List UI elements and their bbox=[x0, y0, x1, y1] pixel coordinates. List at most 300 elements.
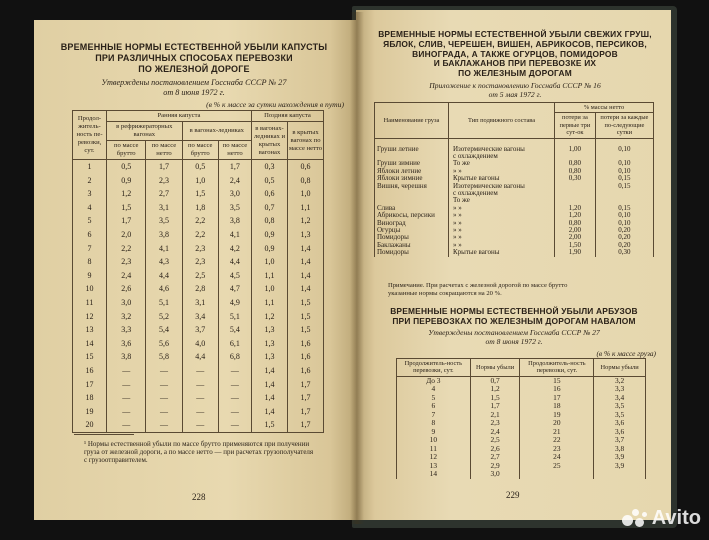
title-line: ПРИ РАЗЛИЧНЫХ СПОСОБАХ ПЕРЕВОЗКИ bbox=[95, 53, 293, 63]
table-cell: 1,5 bbox=[470, 394, 520, 403]
cabbage-table bbox=[72, 110, 324, 433]
table-cell: 6 bbox=[73, 228, 107, 242]
table-cell: 3,1 bbox=[146, 201, 182, 215]
title-line: И БАКЛАЖАНОВ ПРИ ПЕРЕВОЗКЕ ИХ bbox=[433, 58, 597, 69]
table-cell: 19 bbox=[520, 411, 594, 420]
table-row bbox=[375, 220, 654, 227]
table-cell: — bbox=[146, 364, 182, 378]
right-page-title bbox=[370, 30, 660, 79]
table-cell: 1,7 bbox=[218, 160, 251, 174]
table-cell: 1,6 bbox=[288, 337, 324, 351]
table-cell: — bbox=[107, 391, 146, 405]
table-cell: 0,15 bbox=[595, 175, 653, 182]
avito-watermark bbox=[622, 507, 701, 530]
table-cell: 2,8 bbox=[182, 282, 218, 296]
table-cell: 0,10 bbox=[595, 146, 653, 153]
table-cell: Изотермические вагоны bbox=[449, 183, 555, 190]
table-cell: » » bbox=[449, 212, 555, 219]
table-cell: 0,3 bbox=[252, 160, 288, 174]
table-cell: 10 bbox=[397, 436, 471, 445]
title-line: ВРЕМЕННЫЕ НОРМЫ ЕСТЕСТВЕННОЙ УБЫЛИ АРБУЗОВ bbox=[390, 306, 638, 316]
table-cell: То же bbox=[449, 197, 555, 204]
col-duration: Продол-житель-ность пе-ревозки, сут. bbox=[73, 111, 107, 160]
table-cell: 1,7 bbox=[107, 214, 146, 228]
table-cell: » » bbox=[449, 220, 555, 227]
table-row bbox=[375, 212, 654, 219]
table-cell: 0,5 bbox=[107, 160, 146, 174]
table-cell: 1,0 bbox=[252, 282, 288, 296]
table-cell: 1,4 bbox=[252, 391, 288, 405]
table-cell: 0,8 bbox=[288, 174, 324, 188]
table-cell: Крытые вагоны bbox=[449, 175, 555, 182]
table-cell: 3,2 bbox=[594, 376, 646, 385]
table-cell: Груши зимние bbox=[375, 160, 449, 167]
table-row bbox=[73, 269, 324, 283]
footnote-line: ¹ Нормы естественной убыли по массе брутто применяются при получении bbox=[84, 440, 310, 448]
table-cell: — bbox=[146, 418, 182, 432]
table-cell: 3,1 bbox=[182, 296, 218, 310]
table-cell: 4 bbox=[397, 385, 471, 394]
table-cell: — bbox=[182, 405, 218, 419]
table-cell: 1,3 bbox=[252, 337, 288, 351]
table-cell: 1,3 bbox=[252, 350, 288, 364]
table-row bbox=[73, 174, 324, 188]
table-cell: 1,4 bbox=[288, 242, 324, 256]
table-cell: 3,5 bbox=[146, 214, 182, 228]
table-cell: 1,00 bbox=[555, 146, 596, 153]
table-cell: 18 bbox=[520, 402, 594, 411]
table-cell: 0,80 bbox=[555, 220, 596, 227]
table-cell: 1,7 bbox=[288, 418, 324, 432]
table-cell: 2,3 bbox=[107, 255, 146, 269]
table-cell: — bbox=[182, 391, 218, 405]
table-cell: 1,6 bbox=[288, 364, 324, 378]
table-cell: 0,20 bbox=[595, 242, 653, 249]
footnote-rule bbox=[74, 434, 134, 435]
approval-line: от 5 мая 1972 г. bbox=[488, 90, 542, 99]
table-cell: 1,4 bbox=[288, 255, 324, 269]
watermelon-title bbox=[368, 306, 660, 326]
table-cell: Абрикосы, персики bbox=[375, 212, 449, 219]
table-cell: 3,0 bbox=[470, 470, 520, 479]
table-cell: 0,5 bbox=[182, 160, 218, 174]
table-cell: 0,30 bbox=[555, 175, 596, 182]
table-row bbox=[375, 197, 654, 204]
table-cell: 0,10 bbox=[595, 160, 653, 167]
table-row bbox=[73, 228, 324, 242]
table-cell: 2,3 bbox=[146, 174, 182, 188]
table-cell: 1,7 bbox=[470, 402, 520, 411]
table-cell: 2,7 bbox=[470, 453, 520, 462]
table-cell: 20 bbox=[73, 418, 107, 432]
table-row bbox=[375, 190, 654, 197]
table-cell: — bbox=[218, 378, 251, 392]
approval-line: от 8 июня 1972 г. bbox=[485, 337, 543, 346]
table-row bbox=[375, 234, 654, 241]
table-cell: 0,30 bbox=[595, 249, 653, 256]
table-cell: 1,1 bbox=[252, 269, 288, 283]
col-early: Ранняя капуста bbox=[107, 111, 252, 122]
unit-note: (в % к массе за сутки нахождения в пути) bbox=[206, 100, 344, 109]
table-cell: » » bbox=[449, 205, 555, 212]
table-cell: Изотермические вагоны bbox=[449, 146, 555, 153]
table-cell: 0,7 bbox=[252, 201, 288, 215]
table-cell: 6,1 bbox=[218, 337, 251, 351]
col-ice: в вагонах-ледниках bbox=[182, 122, 251, 141]
approval-line: Утверждены постановлением Госснаба СССР № 27 bbox=[428, 328, 600, 337]
table-cell: То же bbox=[449, 160, 555, 167]
table-cell: » » bbox=[449, 168, 555, 175]
table-row bbox=[73, 282, 324, 296]
table-cell: 2,00 bbox=[555, 234, 596, 241]
table-row bbox=[375, 183, 654, 190]
col-duration: Продолжитель-ность перевозки, сут. bbox=[397, 359, 471, 377]
title-line: ВИНОГРАДА, А ТАКЖЕ ОГУРЦОВ, ПОМИДОРОВ bbox=[412, 48, 618, 59]
col-first3: потери за первые три сут-ок bbox=[555, 113, 596, 138]
book-gutter bbox=[350, 12, 364, 524]
table-cell: — bbox=[182, 364, 218, 378]
footnote-line: с грузоотправителем. bbox=[84, 456, 148, 464]
table-cell: 3,6 bbox=[594, 428, 646, 437]
table-cell: Слива bbox=[375, 205, 449, 212]
table-cell: 12 bbox=[397, 453, 471, 462]
table-cell: 6,8 bbox=[218, 350, 251, 364]
table-row bbox=[73, 323, 324, 337]
table-cell: 1,4 bbox=[252, 378, 288, 392]
table-cell bbox=[520, 470, 594, 479]
left-page bbox=[34, 20, 356, 520]
table-cell: 0,9 bbox=[107, 174, 146, 188]
table-cell: » » bbox=[449, 234, 555, 241]
table-cell: 1,2 bbox=[252, 310, 288, 324]
table-cell: — bbox=[107, 418, 146, 432]
table-cell: 11 bbox=[73, 296, 107, 310]
table-cell: 3,3 bbox=[107, 323, 146, 337]
table-cell: 3,9 bbox=[594, 462, 646, 471]
approval-line: Утверждены постановлением Госснаба СССР № 27 bbox=[101, 78, 287, 87]
note-line: указанные нормы сокращаются на 20 %. bbox=[388, 290, 502, 297]
table-cell bbox=[375, 190, 449, 197]
title-line: ВРЕМЕННЫЕ НОРМЫ ЕСТЕСТВЕННОЙ УБЫЛИ КАПУСТЫ bbox=[60, 42, 328, 52]
table-row bbox=[73, 214, 324, 228]
col-name: Наименование груза bbox=[375, 103, 449, 139]
table-cell: 9 bbox=[397, 428, 471, 437]
table-cell: 2,2 bbox=[182, 228, 218, 242]
col-ice-covered: в вагонах-ледниках и крытых вагонах bbox=[252, 122, 288, 160]
table-cell: 19 bbox=[73, 405, 107, 419]
table-cell: 22 bbox=[520, 436, 594, 445]
table-cell: — bbox=[182, 418, 218, 432]
table-cell: 5,1 bbox=[146, 296, 182, 310]
avito-watermark-text: Avito bbox=[651, 507, 701, 529]
table-row bbox=[397, 470, 646, 479]
table-cell bbox=[594, 470, 646, 479]
table-cell: 4 bbox=[73, 201, 107, 215]
table-row bbox=[375, 242, 654, 249]
table-cell: 2,7 bbox=[146, 187, 182, 201]
approval-line: Приложение к постановлению Госснаба СССР № 16 bbox=[429, 81, 601, 90]
table-cell: — bbox=[107, 405, 146, 419]
table-cell: 0,10 bbox=[595, 168, 653, 175]
avito-logo-icon bbox=[622, 509, 648, 529]
col-refrig: в рефрижераторных вагонах bbox=[107, 122, 183, 141]
table-cell: 8 bbox=[397, 419, 471, 428]
table-row bbox=[73, 255, 324, 269]
table-cell: — bbox=[107, 378, 146, 392]
table-row bbox=[73, 350, 324, 364]
table-cell: 4,4 bbox=[146, 269, 182, 283]
approval-line: от 8 июня 1972 г. bbox=[163, 88, 225, 97]
table-cell: 10 bbox=[73, 282, 107, 296]
table-cell: 8 bbox=[73, 255, 107, 269]
table-cell: 2,6 bbox=[107, 282, 146, 296]
left-page-title bbox=[44, 42, 344, 75]
col-norm: Нормы убыли bbox=[594, 359, 646, 377]
table-cell: 14 bbox=[73, 337, 107, 351]
table-cell: 2,3 bbox=[182, 255, 218, 269]
table-cell: Крытые вагоны bbox=[449, 249, 555, 256]
table-cell: — bbox=[218, 391, 251, 405]
table-cell: 3,2 bbox=[107, 310, 146, 324]
title-line: ПО ЖЕЛЕЗНЫМ ДОРОГАМ bbox=[458, 68, 572, 79]
table-cell: 2 bbox=[73, 174, 107, 188]
table-cell: 2,9 bbox=[470, 462, 520, 471]
table-cell: 4,2 bbox=[218, 242, 251, 256]
table-cell: Яблоки зимние bbox=[375, 175, 449, 182]
table-cell: 1,5 bbox=[252, 418, 288, 432]
table-cell: 3,5 bbox=[594, 402, 646, 411]
table-cell: 1,5 bbox=[288, 310, 324, 324]
table-cell: » » bbox=[449, 242, 555, 249]
table-cell: 1,6 bbox=[288, 350, 324, 364]
table-row bbox=[73, 391, 324, 405]
table-cell: 1,4 bbox=[288, 269, 324, 283]
table-cell: 1,1 bbox=[252, 296, 288, 310]
table-cell: 0,80 bbox=[555, 168, 596, 175]
note-line: Примечание. При расчетах с железной дорогой по массе брутто bbox=[388, 282, 568, 289]
table-cell: 16 bbox=[520, 385, 594, 394]
approval-note-2 bbox=[368, 328, 660, 346]
table-cell: 2,3 bbox=[470, 419, 520, 428]
table-cell: Виноград bbox=[375, 220, 449, 227]
fruit-table bbox=[374, 102, 654, 257]
table-row bbox=[73, 364, 324, 378]
table-cell: 1,5 bbox=[288, 296, 324, 310]
table-row bbox=[73, 201, 324, 215]
table-cell: 1,5 bbox=[288, 323, 324, 337]
table-row bbox=[73, 337, 324, 351]
table-row bbox=[73, 187, 324, 201]
table-cell: 1,0 bbox=[182, 174, 218, 188]
table-cell: 12 bbox=[73, 310, 107, 324]
table-cell: 11 bbox=[397, 445, 471, 454]
table-cell: 1,3 bbox=[252, 323, 288, 337]
table-cell: 1,50 bbox=[555, 242, 596, 249]
table-cell: — bbox=[107, 364, 146, 378]
table-cell: 1,7 bbox=[146, 160, 182, 174]
table-cell: 0,9 bbox=[252, 228, 288, 242]
table-cell: 13 bbox=[73, 323, 107, 337]
table-cell: 0,15 bbox=[595, 183, 653, 190]
table-cell: 3 bbox=[73, 187, 107, 201]
table-cell: 2,2 bbox=[107, 242, 146, 256]
table-row bbox=[73, 378, 324, 392]
col-late: Поздняя капуста bbox=[252, 111, 324, 122]
table-cell: 4,1 bbox=[218, 228, 251, 242]
table-cell: 5,6 bbox=[146, 337, 182, 351]
table-cell: 1,1 bbox=[288, 201, 324, 215]
table-cell: 4,4 bbox=[218, 255, 251, 269]
table-cell: 7 bbox=[397, 411, 471, 420]
table-cell: Помидоры bbox=[375, 249, 449, 256]
table-cell: 5,1 bbox=[218, 310, 251, 324]
col-duration: Продолжитель-ность перевозки, сут. bbox=[520, 359, 594, 377]
table-cell: 1 bbox=[73, 160, 107, 174]
table-cell: 1,5 bbox=[107, 201, 146, 215]
table-cell: 18 bbox=[73, 391, 107, 405]
approval-note bbox=[44, 78, 344, 98]
title-line: ЯБЛОК, СЛИВ, ЧЕРЕШЕН, ВИШЕН, АБРИКОСОВ, ПЕРСИКОВ, bbox=[383, 38, 647, 49]
table-row bbox=[73, 310, 324, 324]
table-row bbox=[375, 249, 654, 256]
table-cell: 17 bbox=[520, 394, 594, 403]
table-cell: До 3 bbox=[397, 376, 471, 385]
col-brutto: по массе брутто bbox=[182, 141, 218, 160]
table-cell: 21 bbox=[520, 428, 594, 437]
col-covered: в крытых вагонах по массе нетто bbox=[288, 122, 324, 160]
table-cell: 4,0 bbox=[182, 337, 218, 351]
table-cell: 3,7 bbox=[182, 323, 218, 337]
table-cell: 5 bbox=[73, 214, 107, 228]
table-cell: 0,8 bbox=[252, 214, 288, 228]
table-cell: 3,6 bbox=[107, 337, 146, 351]
title-line: ВРЕМЕННЫЕ НОРМЫ ЕСТЕСТВЕННОЙ УБЫЛИ СВЕЖИХ ГРУШ, bbox=[378, 29, 652, 39]
table-cell: 3,5 bbox=[594, 411, 646, 420]
table-row bbox=[375, 146, 654, 153]
col-pct: % массы нетто bbox=[555, 103, 654, 113]
table-cell: 5,4 bbox=[218, 323, 251, 337]
col-norm: Нормы убыли bbox=[470, 359, 520, 377]
table-cell: » » bbox=[449, 227, 555, 234]
table-cell bbox=[595, 190, 653, 197]
col-brutto: по массе брутто bbox=[107, 141, 146, 160]
table-cell: 3,8 bbox=[107, 350, 146, 364]
table-cell: 3,9 bbox=[594, 453, 646, 462]
col-each-next: потери за каждые по-следующие сутки bbox=[595, 113, 653, 138]
table-cell: 2,4 bbox=[470, 428, 520, 437]
table-cell: с охлаждением bbox=[449, 190, 555, 197]
table-cell: 3,7 bbox=[594, 436, 646, 445]
table-cell: 1,5 bbox=[182, 187, 218, 201]
table-cell: 1,7 bbox=[288, 391, 324, 405]
table-cell: — bbox=[146, 378, 182, 392]
table-cell: 2,4 bbox=[107, 269, 146, 283]
table-cell: 1,2 bbox=[107, 187, 146, 201]
table-cell: 15 bbox=[73, 350, 107, 364]
table-cell: 0,7 bbox=[470, 376, 520, 385]
table-cell: 2,4 bbox=[218, 174, 251, 188]
table-cell: 1,2 bbox=[288, 214, 324, 228]
footnote-line: груза от железной дороги, а по массе нетто — при расчетах грузополучателя bbox=[84, 448, 314, 456]
col-type: Тип подвижного состава bbox=[449, 103, 555, 139]
table-cell bbox=[555, 190, 596, 197]
table-cell: 6 bbox=[397, 402, 471, 411]
table-cell: 1,4 bbox=[288, 282, 324, 296]
table-cell: 4,9 bbox=[218, 296, 251, 310]
table-row bbox=[73, 405, 324, 419]
table-cell: 4,3 bbox=[146, 255, 182, 269]
table-cell: — bbox=[218, 418, 251, 432]
table-cell: 1,4 bbox=[252, 364, 288, 378]
table-cell: 1,90 bbox=[555, 249, 596, 256]
title-line: ПО ЖЕЛЕЗНОЙ ДОРОГЕ bbox=[138, 64, 250, 74]
note bbox=[374, 282, 656, 298]
table-cell: 3,4 bbox=[594, 394, 646, 403]
appendix-note bbox=[370, 81, 660, 99]
table-cell: Вишня, черешня bbox=[375, 183, 449, 190]
table-cell: 3,6 bbox=[594, 419, 646, 428]
table-cell: 1,7 bbox=[288, 378, 324, 392]
table-cell: 3,8 bbox=[218, 214, 251, 228]
table-cell: — bbox=[146, 391, 182, 405]
table-cell: 1,0 bbox=[288, 187, 324, 201]
table-cell: 4,6 bbox=[146, 282, 182, 296]
table-cell: — bbox=[182, 378, 218, 392]
table-cell: 1,2 bbox=[470, 385, 520, 394]
table-cell: 4,1 bbox=[146, 242, 182, 256]
page-number: 228 bbox=[192, 492, 206, 502]
table-cell: Огурцы bbox=[375, 227, 449, 234]
table-cell: 1,0 bbox=[252, 255, 288, 269]
table-cell: Яблоки летние bbox=[375, 168, 449, 175]
table-cell: 3,8 bbox=[146, 228, 182, 242]
table-cell: 3,4 bbox=[182, 310, 218, 324]
table-cell: 3,0 bbox=[218, 187, 251, 201]
table-cell: 2,0 bbox=[107, 228, 146, 242]
table-cell: 5 bbox=[397, 394, 471, 403]
table-cell: 16 bbox=[73, 364, 107, 378]
table-cell: 0,6 bbox=[252, 187, 288, 201]
table-cell: 4,4 bbox=[182, 350, 218, 364]
table-cell: — bbox=[218, 405, 251, 419]
table-cell: 9 bbox=[73, 269, 107, 283]
col-netto: по массе нетто bbox=[218, 141, 251, 160]
table-cell: — bbox=[146, 405, 182, 419]
table-cell: 0,5 bbox=[252, 174, 288, 188]
table-cell: 1,20 bbox=[555, 205, 596, 212]
table-cell: Баклажаны bbox=[375, 242, 449, 249]
table-cell: 7 bbox=[73, 242, 107, 256]
table-cell: 0,20 bbox=[595, 227, 653, 234]
table-cell: 1,3 bbox=[288, 228, 324, 242]
table-cell: 3,0 bbox=[107, 296, 146, 310]
table-cell: 0,80 bbox=[555, 160, 596, 167]
table-cell: 2,5 bbox=[470, 436, 520, 445]
table-cell: 3,3 bbox=[594, 385, 646, 394]
footnote bbox=[74, 440, 324, 464]
table-cell: 0,15 bbox=[595, 205, 653, 212]
table-row bbox=[73, 160, 324, 174]
table-cell: 4,5 bbox=[218, 269, 251, 283]
table-cell: с охлаждением bbox=[449, 153, 555, 160]
page-number: 229 bbox=[506, 490, 520, 500]
table-cell: 0,10 bbox=[595, 212, 653, 219]
col-netto: по массе нетто bbox=[146, 141, 182, 160]
table-row bbox=[375, 227, 654, 234]
table-cell: 23 bbox=[520, 445, 594, 454]
table-cell: 15 bbox=[520, 376, 594, 385]
table-cell: 2,3 bbox=[182, 242, 218, 256]
